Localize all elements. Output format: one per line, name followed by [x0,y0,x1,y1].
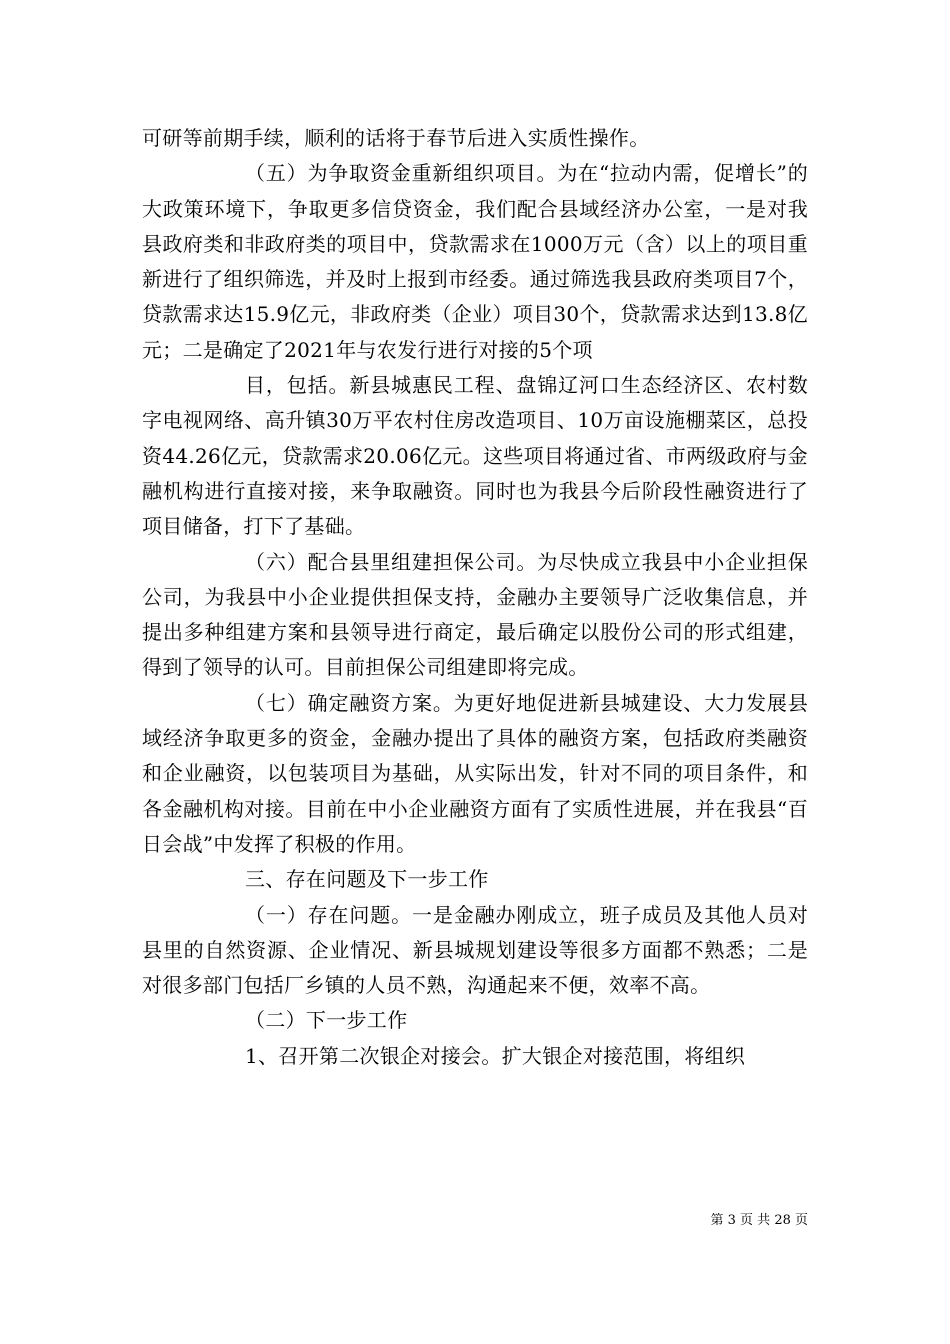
page-number-footer: 第 3 页 共 28 页 [710,1213,808,1228]
paragraph-section-7: （七）确定融资方案。为更好地促进新县城建设、大力发展县域经济争取更多的资金，金融办提出了具体的融资方案，包括政府类融资和企业融资，以包装项目为基础，从实际出发，针对不同的项目条件，和各金融机构对接。目前在中小企业融资方面有了实质性进展，并在我县“百日会战”中发挥了积极的作用。 [142,690,808,856]
paragraph-section-6: （六）配合县里组建担保公司。为尽快成立我县中小企业担保公司，为我县中小企业提供担保支持，金融办主要领导广泛收集信息，并提出多种组建方案和县领导进行商定，最后确定以股份公司的形式组建，得到了领导的认可。目前担保公司组建即将完成。 [142,549,808,680]
paragraph-existing-problems: （一）存在问题。一是金融办刚成立，班子成员及其他人员对县里的自然资源、企业情况、新县城规划建设等很多方面都不熟悉；二是对很多部门包括厂乡镇的人员不熟，沟通起来不便，效率不高。 [142,902,808,998]
paragraph-section-5: （五）为争取资金重新组织项目。为在“拉动内需，促增长”的大政策环境下，争取更多信贷资金，我们配合县域经济办公室，一是对我县政府类和非政府类的项目中，贷款需求在1000万元（含）以上的项目重新进行了组织筛选，并及时上报到市经委。通过筛选我县政府类项目7个，贷款需求达15.9亿元，非政府类（企业）项目30个，贷款需求达到13.8亿元；二是确定了2021年与农发行进行对接的5个项 [142,161,808,362]
paragraph-next-step-1: 1、召开第二次银企对接会。扩大银企对接范围，将组织 [245,1043,746,1068]
paragraph-continuation: 可研等前期手续，顺利的话将于春节后进入实质性操作。 [142,126,650,150]
paragraph-section-5-continued: 目，包括。新县城惠民工程、盘锦辽河口生态经济区、农村数字电视网络、高升镇30万平农村住房改造项目、10万亩设施棚菜区，总投资44.26亿元，贷款需求20.06亿元。这些项目将通过省、市两级政府与金融机构进行直接对接，来争取融资。同时也为我县今后阶段性融资进行了项目储备，打下了基础。 [142,373,808,539]
document-body [142,121,808,1074]
heading-problems-and-next-steps: 三、存在问题及下一步工作 [245,867,489,892]
heading-next-steps: （二）下一步工作 [245,1008,408,1033]
